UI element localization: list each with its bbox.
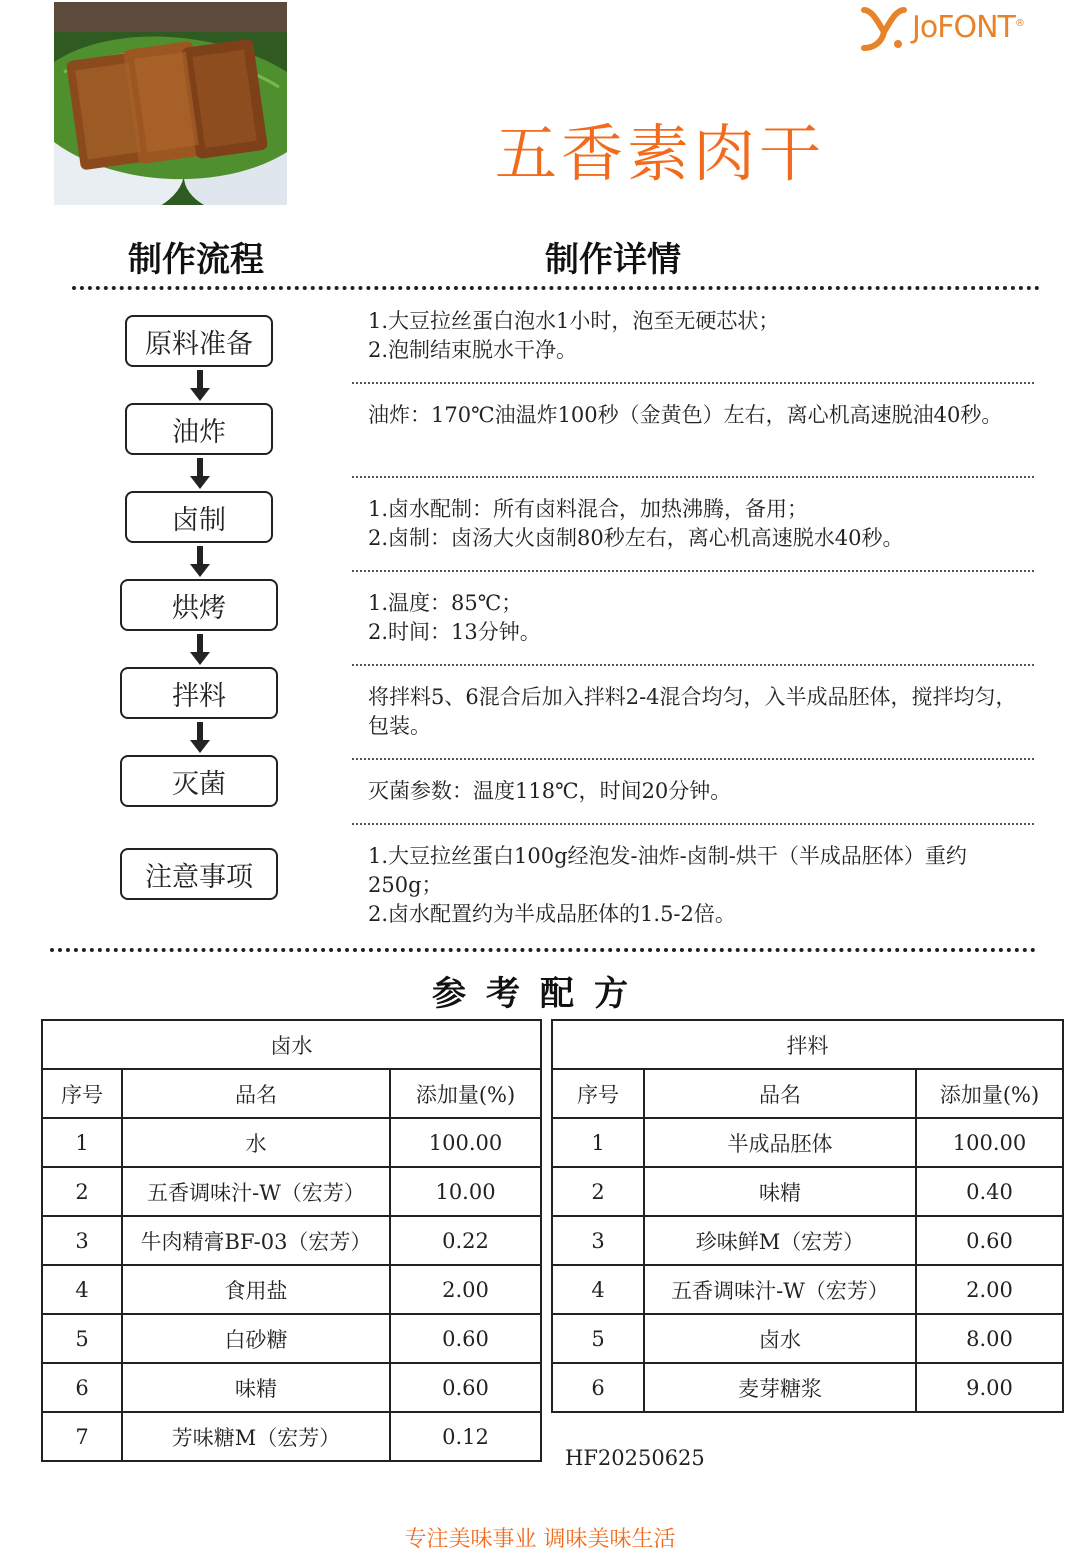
table-row <box>552 1118 1063 1167</box>
detail-line: 1.大豆拉丝蛋白泡水1小时，泡至无硬芯状； <box>368 309 780 333</box>
cell: 10.00 <box>390 1167 541 1216</box>
table-row <box>42 1167 541 1216</box>
cell: 半成品胚体 <box>644 1118 916 1167</box>
detail-line: 2.泡制结束脱水干净。 <box>368 338 578 362</box>
cell: 2.00 <box>390 1265 541 1314</box>
cell: 7 <box>42 1412 122 1461</box>
cell: 味精 <box>644 1167 916 1216</box>
detail-line: 灭菌参数：温度118℃，时间20分钟。 <box>368 779 732 803</box>
col-header: 序号 <box>42 1069 122 1118</box>
cell: 100.00 <box>390 1118 541 1167</box>
arrow-down-icon <box>189 370 211 402</box>
divider <box>352 758 1034 760</box>
cell: 2 <box>552 1167 644 1216</box>
process-heading: 制作流程 <box>128 240 264 280</box>
recipe-heading: 参考配方 <box>432 974 648 1014</box>
step-box-sterilize: 灭菌 <box>120 755 278 807</box>
cell: 8.00 <box>916 1314 1063 1363</box>
divider <box>352 823 1034 825</box>
table-row <box>552 1216 1063 1265</box>
cell: 2 <box>42 1167 122 1216</box>
cell: 0.22 <box>390 1216 541 1265</box>
divider <box>352 382 1034 384</box>
arrow-down-icon <box>189 722 211 754</box>
detail-line: 1.大豆拉丝蛋白100g经泡发-油炸-卤制-烘干（半成品胚体）重约250g； <box>368 844 967 897</box>
cell: 食用盐 <box>122 1265 390 1314</box>
detail-line: 1.温度：85℃； <box>368 591 523 615</box>
detail-line: 2.时间：13分钟。 <box>368 620 541 644</box>
cell: 9.00 <box>916 1363 1063 1412</box>
table-row <box>42 1363 541 1412</box>
cell: 2.00 <box>916 1265 1063 1314</box>
table-row <box>42 1314 541 1363</box>
cell: 白砂糖 <box>122 1314 390 1363</box>
table-row <box>42 1412 541 1461</box>
cell: 0.60 <box>390 1314 541 1363</box>
cell: 五香调味汁-W（宏芳） <box>644 1265 916 1314</box>
detail-bake <box>368 589 1028 647</box>
detail-line: 2.卤制：卤汤大火卤制80秒左右，离心机高速脱水40秒。 <box>368 526 904 550</box>
footer-slogan: 专注美味事业 调味美味生活 <box>404 1527 676 1552</box>
divider <box>352 570 1034 572</box>
cell: 1 <box>42 1118 122 1167</box>
logo-text: JoFONT® <box>912 10 1024 45</box>
brand-logo <box>858 2 1028 54</box>
cell: 3 <box>42 1216 122 1265</box>
detail-mix <box>368 683 1028 741</box>
cell: 0.12 <box>390 1412 541 1461</box>
page-title: 五香素肉干 <box>494 117 825 190</box>
arrow-down-icon <box>189 458 211 490</box>
detail-sterilize <box>368 777 1028 806</box>
cell: 100.00 <box>916 1118 1063 1167</box>
cell: 1 <box>552 1118 644 1167</box>
detail-line: 将拌料5、6混合后加入拌料2-4混合均匀，入半成品胚体，搅拌均匀，包装。 <box>368 685 1017 738</box>
cell: 0.40 <box>916 1167 1063 1216</box>
cell: 4 <box>552 1265 644 1314</box>
detail-fry <box>368 401 1028 430</box>
arrow-down-icon <box>189 634 211 666</box>
arrow-down-icon <box>189 546 211 578</box>
divider <box>352 476 1034 478</box>
cell: 牛肉精膏BF-03（宏芳） <box>122 1216 390 1265</box>
step-box-mix: 拌料 <box>120 667 278 719</box>
table-row <box>42 1118 541 1167</box>
product-photo <box>54 2 287 205</box>
detail-line: 1.卤水配制：所有卤料混合，加热沸腾，备用； <box>368 497 809 521</box>
step-box-braise: 卤制 <box>125 491 273 543</box>
table-row <box>552 1314 1063 1363</box>
table-row <box>552 1265 1063 1314</box>
cell: 6 <box>42 1363 122 1412</box>
logo-mark-icon <box>858 2 910 54</box>
col-header: 品名 <box>644 1069 916 1118</box>
cell: 味精 <box>122 1363 390 1412</box>
detail-prep <box>368 307 1028 365</box>
cell: 0.60 <box>916 1216 1063 1265</box>
details-heading: 制作详情 <box>545 240 681 280</box>
cell: 卤水 <box>644 1314 916 1363</box>
step-box-prep: 原料准备 <box>125 315 273 367</box>
col-header: 添加量(%) <box>390 1069 541 1118</box>
detail-line: 油炸：170℃油温炸100秒（金黄色）左右，离心机高速脱油40秒。 <box>368 403 1003 427</box>
step-box-fry: 油炸 <box>125 403 273 455</box>
notes-box: 注意事项 <box>120 848 278 900</box>
seasoning-table <box>551 1019 1064 1413</box>
cell: 五香调味汁-W（宏芳） <box>122 1167 390 1216</box>
detail-notes <box>368 842 1028 929</box>
cell: 芳味糖M（宏芳） <box>122 1412 390 1461</box>
brine-table <box>41 1019 542 1462</box>
cell: 5 <box>42 1314 122 1363</box>
divider-bottom <box>50 948 1036 952</box>
cell: 5 <box>552 1314 644 1363</box>
step-box-bake: 烘烤 <box>120 579 278 631</box>
table-row <box>42 1216 541 1265</box>
cell: 4 <box>42 1265 122 1314</box>
col-header: 序号 <box>552 1069 644 1118</box>
col-header: 添加量(%) <box>916 1069 1063 1118</box>
product-image <box>54 2 287 205</box>
document-code: HF20250625 <box>565 1446 705 1470</box>
table-row <box>42 1265 541 1314</box>
divider <box>352 664 1034 666</box>
divider-top <box>72 286 1040 290</box>
table-row <box>552 1167 1063 1216</box>
detail-line: 2.卤水配置约为半成品胚体的1.5-2倍。 <box>368 902 736 926</box>
detail-braise <box>368 495 1028 553</box>
cell: 麦芽糖浆 <box>644 1363 916 1412</box>
table-row <box>552 1363 1063 1412</box>
cell: 珍味鲜M（宏芳） <box>644 1216 916 1265</box>
table-title: 拌料 <box>552 1020 1063 1069</box>
cell: 水 <box>122 1118 390 1167</box>
cell: 0.60 <box>390 1363 541 1412</box>
cell: 6 <box>552 1363 644 1412</box>
table-title: 卤水 <box>42 1020 541 1069</box>
col-header: 品名 <box>122 1069 390 1118</box>
cell: 3 <box>552 1216 644 1265</box>
